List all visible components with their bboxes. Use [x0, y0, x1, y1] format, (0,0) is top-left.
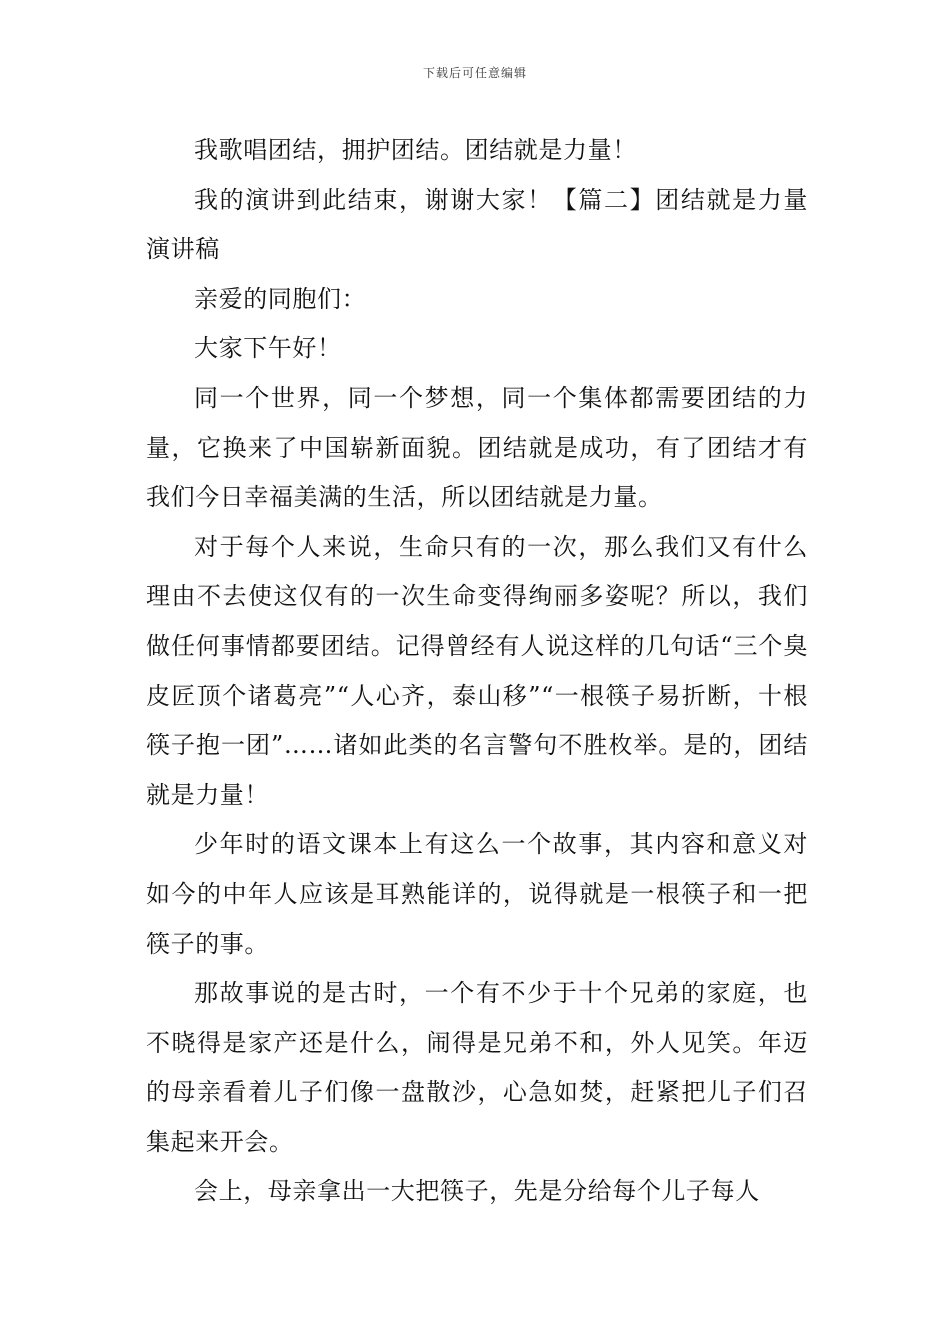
paragraph: 同一个世界，同一个梦想，同一个集体都需要团结的力量，它换来了中国崭新面貌。团结就是成功，有了团结才有我们今日幸福美满的生活，所以团结就是力量。	[146, 383, 808, 512]
paragraph: 会上，母亲拿出一大把筷子，先是分给每个儿子每人	[194, 1177, 760, 1206]
paragraph: 对于每个人来说，生命只有的一次，那么我们又有什么理由不去使这仅有的一次生命变得绚丽多姿呢？所以，我们做任何事情都要团结。记得曾经有人说这样的几句话“三个臭皮匠顶个诸葛亮”“人心齐，泰山移”“一根筷子易折断，十根筷子抱一团”……诸如此类的名言警句不胜枚举。是的，团结就是力量！	[146, 532, 808, 809]
paragraph: 我的演讲到此结束，谢谢大家！【篇二】团结就是力量演讲稿	[146, 185, 808, 264]
paragraph: 我歌唱团结，拥护团结。团结就是力量！	[194, 136, 637, 164]
paragraph: 亲爱的同胞们：	[194, 284, 367, 313]
document-body	[146, 126, 808, 1217]
paragraph: 少年时的语文课本上有这么一个故事，其内容和意义对如今的中年人应该是耳熟能详的，说得就是一根筷子和一把筷子的事。	[146, 830, 808, 958]
header-note: 下载后可任意编辑	[422, 66, 527, 80]
paragraph: 大家下午好！	[194, 334, 342, 363]
paragraph: 那故事说的是古时，一个有不少于十个兄弟的家庭，也不晓得是家产还是什么，闹得是兄弟不和，外人见笑。年迈的母亲看着儿子们像一盘散沙，心急如焚，赶紧把儿子们召集起来开会。	[146, 979, 808, 1156]
